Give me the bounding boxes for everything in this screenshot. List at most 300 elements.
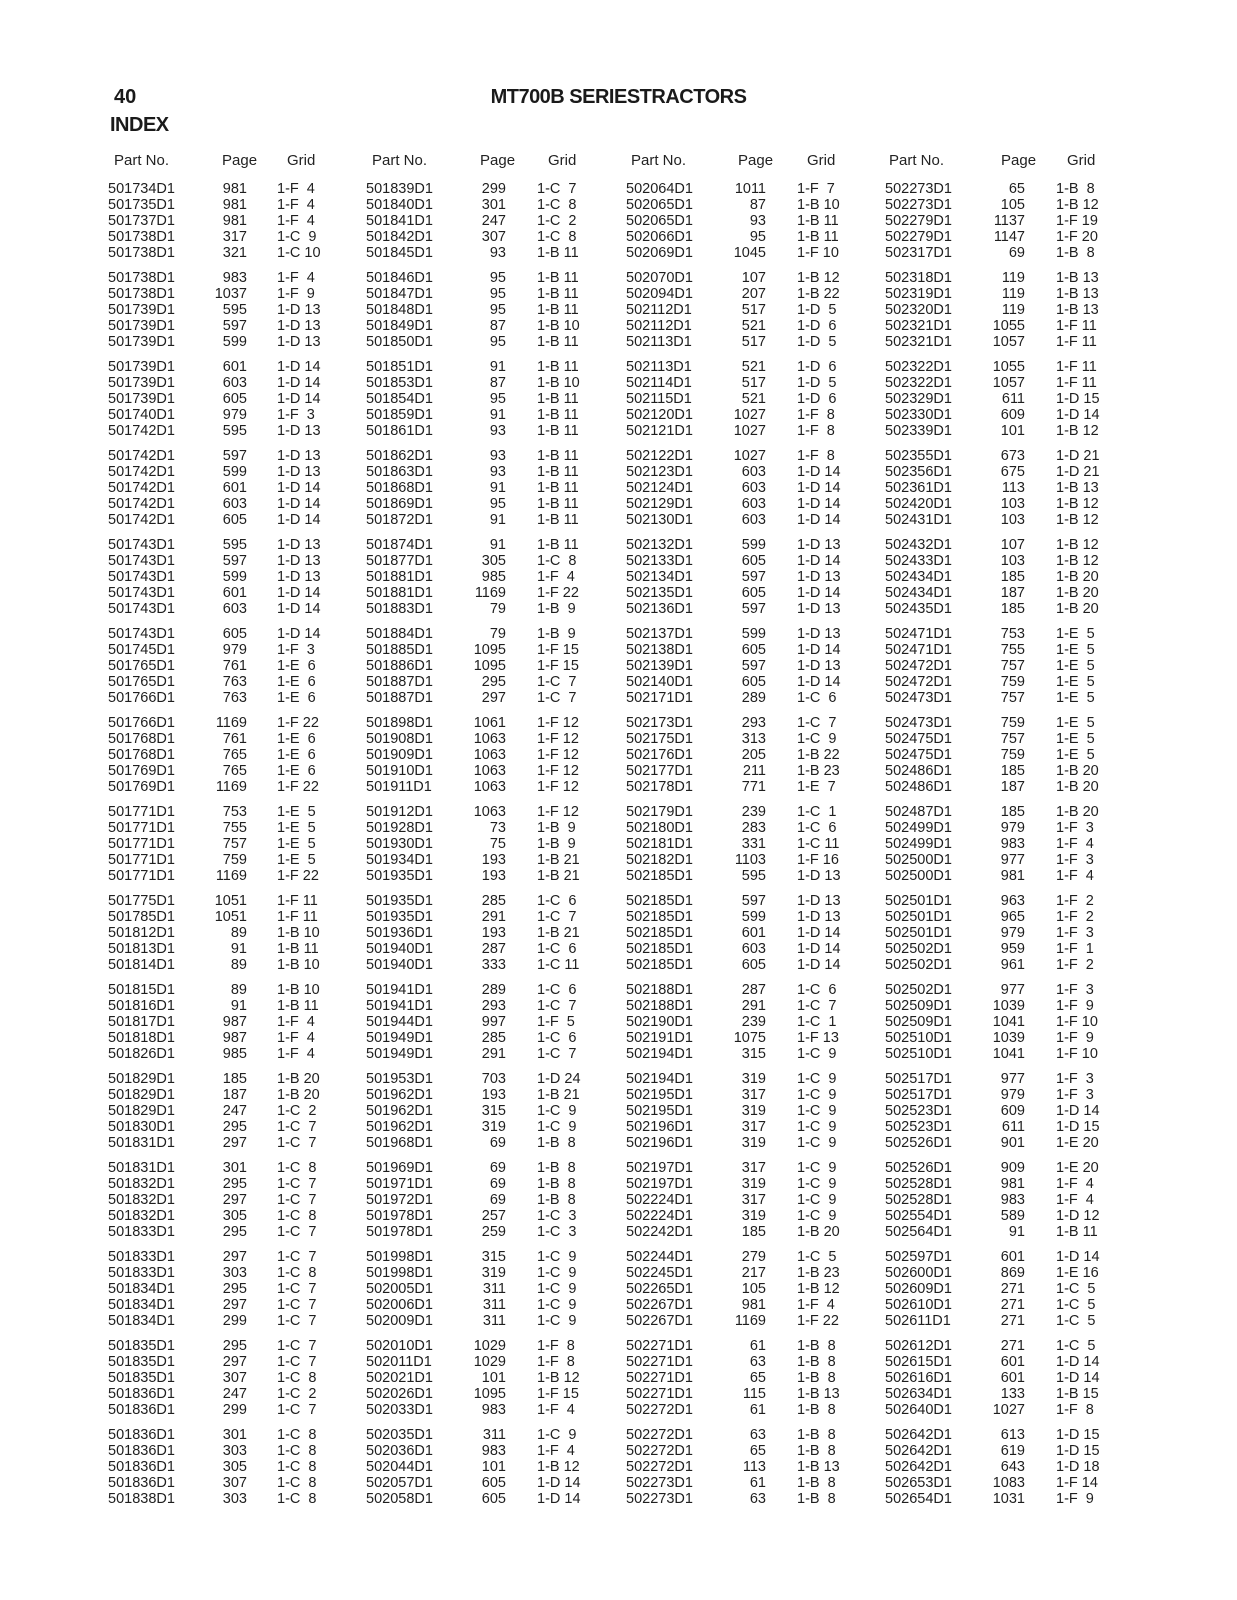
part-number: 502271D1 [626, 1386, 693, 1402]
page-ref: 981 [222, 213, 247, 229]
part-number: 502265D1 [626, 1281, 693, 1297]
page-ref: 103 [1000, 512, 1025, 528]
part-number: 502501D1 [885, 925, 952, 941]
grid-ref: 1-B 8 [797, 1402, 836, 1418]
page-ref: 293 [481, 998, 506, 1014]
grid-ref: 1-B 10 [537, 318, 580, 334]
part-number: 502197D1 [626, 1160, 693, 1176]
grid-ref: 1-B 8 [797, 1475, 836, 1491]
part-number: 502244D1 [626, 1249, 693, 1265]
part-number: 501739D1 [108, 302, 175, 318]
page-ref: 103 [1000, 553, 1025, 569]
part-number: 501738D1 [108, 286, 175, 302]
part-number: 501738D1 [108, 229, 175, 245]
page-ref: 193 [481, 852, 506, 868]
page-ref: 521 [741, 391, 766, 407]
grid-ref: 1-F 8 [797, 423, 835, 439]
grid-ref: 1-B 10 [277, 982, 320, 998]
part-number: 501912D1 [366, 804, 433, 820]
page-ref: 1169 [215, 715, 247, 731]
part-number: 501877D1 [366, 553, 433, 569]
grid-ref: 1-C 9 [537, 1265, 577, 1281]
page-ref: 673 [1000, 448, 1025, 464]
grid-ref: 1-D 14 [277, 496, 321, 512]
part-number: 501835D1 [108, 1370, 175, 1386]
part-number: 502642D1 [885, 1427, 952, 1443]
grid-ref: 1-B 13 [1056, 302, 1099, 318]
page-ref: 981 [222, 197, 247, 213]
grid-ref: 1-F 7 [797, 181, 835, 197]
header-part-no: Part No. [631, 152, 687, 169]
page-ref: 61 [749, 1402, 766, 1418]
grid-ref: 1-C 3 [537, 1208, 577, 1224]
grid-ref: 1-C 2 [277, 1103, 317, 1119]
grid-ref: 1-F 4 [277, 1030, 315, 1046]
part-number: 501836D1 [108, 1386, 175, 1402]
part-number: 502322D1 [885, 375, 952, 391]
part-number: 502112D1 [626, 318, 692, 334]
part-number: 502501D1 [885, 893, 952, 909]
grid-ref: 1-C 9 [797, 1103, 837, 1119]
page-ref: 297 [222, 1192, 247, 1208]
part-number: 502356D1 [885, 464, 952, 480]
page-ref: 91 [489, 480, 506, 496]
grid-ref: 1-F 5 [537, 1014, 575, 1030]
grid-ref: 1-D 13 [277, 553, 321, 569]
grid-ref: 1-B 11 [537, 407, 579, 423]
part-number: 502432D1 [885, 537, 952, 553]
page-ref: 289 [481, 982, 506, 998]
page-ref: 291 [481, 1046, 506, 1062]
part-number: 502499D1 [885, 820, 952, 836]
page-ref: 755 [1000, 642, 1025, 658]
page-ref: 105 [1000, 197, 1025, 213]
part-number: 502612D1 [885, 1338, 952, 1354]
grid-ref: 1-B 9 [537, 601, 576, 617]
page-ref: 761 [222, 658, 247, 674]
grid-ref: 1-C 8 [277, 1491, 317, 1507]
part-number: 502564D1 [885, 1224, 952, 1240]
part-number: 502011D1 [366, 1354, 432, 1370]
grid-ref: 1-B 12 [537, 1370, 580, 1386]
part-number: 501743D1 [108, 537, 175, 553]
page-ref: 297 [481, 690, 506, 706]
part-number: 502318D1 [885, 270, 952, 286]
header-page: Page [222, 152, 258, 169]
grid-ref: 1-C 9 [797, 1135, 837, 1151]
grid-ref: 1-C 7 [537, 909, 577, 925]
page-ref: 1063 [473, 747, 506, 763]
grid-ref: 1-C 7 [277, 1281, 317, 1297]
grid-ref: 1-F 3 [277, 407, 315, 423]
page-ref: 1063 [473, 731, 506, 747]
grid-ref: 1-D 13 [277, 302, 321, 318]
part-number: 501766D1 [108, 715, 175, 731]
part-number: 502175D1 [626, 731, 693, 747]
grid-ref: 1-F 3 [1056, 1087, 1094, 1103]
part-number: 502329D1 [885, 391, 952, 407]
page-ref: 599 [741, 537, 766, 553]
page-ref: 313 [741, 731, 766, 747]
page-ref: 91 [489, 407, 506, 423]
part-number: 501834D1 [108, 1313, 175, 1329]
page-ref: 69 [489, 1176, 506, 1192]
part-number: 501742D1 [108, 464, 175, 480]
grid-ref: 1-C 9 [537, 1313, 577, 1329]
grid-ref: 1-B 8 [797, 1354, 836, 1370]
part-number: 501766D1 [108, 690, 175, 706]
part-number: 501968D1 [366, 1135, 433, 1151]
header-part-no: Part No. [114, 152, 170, 169]
grid-ref: 1-D 13 [277, 448, 321, 464]
grid-ref: 1-F 4 [1056, 836, 1094, 852]
page-ref: 611 [1001, 1119, 1025, 1135]
page-ref: 1011 [734, 181, 766, 197]
grid-ref: 1-B 13 [1056, 286, 1099, 302]
grid-ref: 1-D 13 [277, 464, 321, 480]
page-ref: 297 [222, 1297, 247, 1313]
grid-ref: 1-B 11 [537, 537, 579, 553]
page-ref: 93 [749, 213, 766, 229]
grid-ref: 1-D 12 [1056, 1208, 1100, 1224]
grid-ref: 1-D 14 [797, 642, 841, 658]
page-ref: 595 [222, 423, 247, 439]
part-number: 501743D1 [108, 626, 175, 642]
page-ref: 207 [741, 286, 766, 302]
page-ref: 599 [741, 909, 766, 925]
part-number: 501771D1 [108, 836, 175, 852]
page-ref: 985 [222, 1046, 247, 1062]
page-ref: 79 [489, 626, 506, 642]
page-ref: 119 [1001, 270, 1025, 286]
page-ref: 301 [481, 197, 506, 213]
page-ref: 765 [222, 747, 247, 763]
grid-ref: 1-D 14 [277, 601, 321, 617]
part-number: 502124D1 [626, 480, 693, 496]
grid-ref: 1-D 13 [277, 334, 321, 350]
grid-ref: 1-E 5 [1056, 674, 1095, 690]
part-number: 501978D1 [366, 1208, 433, 1224]
grid-ref: 1-E 16 [1056, 1265, 1099, 1281]
part-number: 501909D1 [366, 747, 433, 763]
grid-ref: 1-B 11 [277, 998, 319, 1014]
part-number: 501962D1 [366, 1103, 433, 1119]
part-number: 502242D1 [626, 1224, 693, 1240]
page-ref: 759 [222, 852, 247, 868]
page-ref: 319 [481, 1119, 506, 1135]
page-ref: 91 [489, 537, 506, 553]
page-ref: 605 [481, 1475, 506, 1491]
grid-ref: 1-B 13 [797, 1459, 840, 1475]
part-number: 502616D1 [885, 1370, 952, 1386]
part-number: 501818D1 [108, 1030, 175, 1046]
grid-ref: 1-C 9 [537, 1119, 577, 1135]
grid-ref: 1-F 12 [537, 779, 579, 795]
page-ref: 1037 [214, 286, 247, 302]
page-ref: 603 [741, 480, 766, 496]
part-number: 502554D1 [885, 1208, 952, 1224]
part-number: 502178D1 [626, 779, 693, 795]
part-number: 502188D1 [626, 982, 693, 998]
part-number: 502597D1 [885, 1249, 952, 1265]
page-ref: 95 [489, 270, 506, 286]
part-number: 502279D1 [885, 213, 952, 229]
part-number: 501771D1 [108, 868, 175, 884]
grid-ref: 1-D 18 [1056, 1459, 1100, 1475]
grid-ref: 1-B 8 [1056, 245, 1095, 261]
page-ref: 295 [222, 1224, 247, 1240]
grid-ref: 1-B 11 [537, 423, 579, 439]
grid-ref: 1-B 12 [1056, 197, 1099, 213]
page-ref: 983 [481, 1402, 506, 1418]
grid-ref: 1-D 5 [797, 302, 837, 318]
page-ref: 757 [222, 836, 247, 852]
grid-ref: 1-B 8 [797, 1443, 836, 1459]
part-number: 502487D1 [885, 804, 952, 820]
page-ref: 95 [489, 391, 506, 407]
part-number: 501769D1 [108, 763, 175, 779]
grid-ref: 1-D 14 [797, 496, 841, 512]
grid-ref: 1-F 4 [277, 1014, 315, 1030]
grid-ref: 1-F 8 [797, 407, 835, 423]
grid-ref: 1-D 14 [797, 480, 841, 496]
grid-ref: 1-F 11 [277, 909, 318, 925]
grid-ref: 1-D 14 [277, 480, 321, 496]
grid-ref: 1-C 9 [797, 1046, 837, 1062]
page-ref: 315 [741, 1046, 766, 1062]
page-ref: 317 [222, 229, 247, 245]
page-ref: 753 [222, 804, 247, 820]
part-number: 502026D1 [366, 1386, 433, 1402]
grid-ref: 1-B 12 [1056, 512, 1099, 528]
page-ref: 185 [741, 1224, 766, 1240]
part-number: 502136D1 [626, 601, 693, 617]
part-number: 501836D1 [108, 1443, 175, 1459]
page-ref: 61 [749, 1475, 766, 1491]
part-number: 501826D1 [108, 1046, 175, 1062]
grid-ref: 1-B 11 [537, 359, 579, 375]
page-ref: 271 [1000, 1338, 1025, 1354]
part-number: 501885D1 [366, 642, 433, 658]
part-number: 502185D1 [626, 909, 693, 925]
part-number: 502321D1 [885, 318, 952, 334]
page-ref: 603 [222, 496, 247, 512]
page-ref: 69 [489, 1135, 506, 1151]
page-ref: 205 [741, 747, 766, 763]
page-ref: 603 [222, 375, 247, 391]
grid-ref: 1-F 4 [1056, 1176, 1094, 1192]
grid-ref: 1-C 1 [797, 1014, 837, 1030]
grid-ref: 1-B 8 [797, 1427, 836, 1443]
grid-ref: 1-D 13 [277, 423, 321, 439]
page-ref: 759 [1000, 715, 1025, 731]
grid-ref: 1-C 9 [797, 1208, 837, 1224]
grid-ref: 1-B 12 [1056, 553, 1099, 569]
grid-ref: 1-C 11 [797, 836, 840, 852]
part-number: 501934D1 [366, 852, 433, 868]
grid-ref: 1-C 7 [277, 1354, 317, 1370]
part-number: 502035D1 [366, 1427, 433, 1443]
page-ref: 605 [741, 585, 766, 601]
grid-ref: 1-F 2 [1056, 909, 1094, 925]
part-number: 501846D1 [366, 270, 433, 286]
grid-ref: 1-C 6 [537, 982, 577, 998]
page-ref: 317 [741, 1192, 766, 1208]
part-number: 502434D1 [885, 569, 952, 585]
grid-ref: 1-E 5 [277, 804, 316, 820]
page-ref: 295 [222, 1281, 247, 1297]
part-number: 502609D1 [885, 1281, 952, 1297]
page-ref: 95 [489, 496, 506, 512]
part-number: 502319D1 [885, 286, 952, 302]
part-number: 501742D1 [108, 423, 175, 439]
page-ref: 909 [1000, 1160, 1025, 1176]
part-number: 501739D1 [108, 359, 175, 375]
part-number: 501841D1 [366, 213, 433, 229]
part-number: 501812D1 [108, 925, 175, 941]
page-ref: 985 [481, 569, 506, 585]
page-ref: 93 [489, 464, 506, 480]
part-number: 501775D1 [108, 893, 175, 909]
grid-ref: 1-F 9 [277, 286, 315, 302]
page-ref: 79 [489, 601, 506, 617]
grid-ref: 1-B 12 [537, 1459, 580, 1475]
grid-ref: 1-F 8 [537, 1338, 575, 1354]
part-number: 502634D1 [885, 1386, 952, 1402]
grid-ref: 1-B 10 [277, 957, 320, 973]
part-number: 502517D1 [885, 1087, 952, 1103]
page-ref: 965 [1000, 909, 1025, 925]
grid-ref: 1-D 14 [1056, 1103, 1100, 1119]
part-number: 501768D1 [108, 747, 175, 763]
page-ref: 605 [741, 674, 766, 690]
grid-ref: 1-F 12 [537, 804, 579, 820]
page-ref: 103 [1000, 496, 1025, 512]
part-number: 502010D1 [366, 1338, 433, 1354]
grid-ref: 1-C 7 [797, 998, 837, 1014]
part-number: 502135D1 [626, 585, 693, 601]
part-number: 501829D1 [108, 1103, 175, 1119]
grid-ref: 1-C 8 [277, 1459, 317, 1475]
grid-ref: 1-B 11 [537, 464, 579, 480]
page-ref: 65 [1008, 181, 1025, 197]
grid-ref: 1-D 21 [1056, 448, 1100, 464]
part-number: 501771D1 [108, 804, 175, 820]
grid-ref: 1-B 21 [537, 1087, 580, 1103]
page-ref: 295 [222, 1338, 247, 1354]
grid-ref: 1-D 5 [797, 334, 837, 350]
page-ref: 185 [1000, 569, 1025, 585]
page-ref: 1169 [215, 868, 247, 884]
grid-ref: 1-B 15 [1056, 1386, 1099, 1402]
page-ref: 605 [222, 512, 247, 528]
grid-ref: 1-C 2 [277, 1386, 317, 1402]
page-ref: 603 [741, 464, 766, 480]
grid-ref: 1-C 9 [797, 1192, 837, 1208]
page-ref: 595 [741, 868, 766, 884]
page-ref: 1031 [992, 1491, 1025, 1507]
grid-ref: 1-F 22 [277, 779, 319, 795]
part-number: 501842D1 [366, 229, 433, 245]
part-number: 501887D1 [366, 674, 433, 690]
grid-ref: 1-C 9 [797, 731, 837, 747]
page-ref: 597 [741, 893, 766, 909]
grid-ref: 1-B 11 [537, 512, 579, 528]
part-number: 502510D1 [885, 1030, 952, 1046]
part-number: 501743D1 [108, 553, 175, 569]
part-number: 502517D1 [885, 1071, 952, 1087]
grid-ref: 1-C 8 [277, 1370, 317, 1386]
part-number: 502121D1 [626, 423, 693, 439]
page-ref: 987 [222, 1014, 247, 1030]
part-number: 502006D1 [366, 1297, 433, 1313]
grid-ref: 1-D 14 [797, 941, 841, 957]
page-ref: 293 [741, 715, 766, 731]
grid-ref: 1-C 7 [277, 1135, 317, 1151]
part-number: 501769D1 [108, 779, 175, 795]
grid-ref: 1-B 8 [797, 1338, 836, 1354]
part-number: 501978D1 [366, 1224, 433, 1240]
page-ref: 133 [1000, 1386, 1025, 1402]
page-ref: 95 [489, 286, 506, 302]
part-number: 502420D1 [885, 496, 952, 512]
page-ref: 1063 [473, 779, 506, 795]
part-number: 502273D1 [626, 1491, 693, 1507]
grid-ref: 1-B 21 [537, 852, 580, 868]
part-number: 502185D1 [626, 941, 693, 957]
part-number: 501949D1 [366, 1030, 433, 1046]
grid-ref: 1-C 7 [537, 690, 577, 706]
grid-ref: 1-B 21 [537, 925, 580, 941]
page-ref: 595 [222, 537, 247, 553]
grid-ref: 1-D 24 [537, 1071, 581, 1087]
grid-ref: 1-C 9 [797, 1176, 837, 1192]
part-number: 501953D1 [366, 1071, 433, 1087]
page-ref: 981 [222, 181, 247, 197]
header-page: Page [738, 152, 774, 169]
part-number: 502176D1 [626, 747, 693, 763]
part-number: 502502D1 [885, 982, 952, 998]
grid-ref: 1-C 9 [797, 1071, 837, 1087]
part-number: 502317D1 [885, 245, 952, 261]
grid-ref: 1-F 2 [1056, 893, 1094, 909]
part-number: 501872D1 [366, 512, 433, 528]
page-ref: 979 [222, 642, 247, 658]
header-page: Page [480, 152, 516, 169]
page-ref: 755 [222, 820, 247, 836]
part-number: 501863D1 [366, 464, 433, 480]
grid-ref: 1-C 7 [277, 1297, 317, 1313]
page-ref: 69 [489, 1160, 506, 1176]
part-number: 502273D1 [626, 1475, 693, 1491]
page-ref: 211 [742, 763, 766, 779]
page-ref: 771 [741, 779, 766, 795]
grid-ref: 1-B 20 [1056, 779, 1099, 795]
page-ref: 299 [222, 1402, 247, 1418]
grid-ref: 1-C 5 [797, 1249, 837, 1265]
grid-ref: 1-D 14 [797, 553, 841, 569]
page-ref: 95 [749, 229, 766, 245]
page-ref: 247 [222, 1103, 247, 1119]
part-number: 501881D1 [366, 585, 433, 601]
part-number: 501861D1 [366, 423, 433, 439]
part-number: 502611D1 [885, 1313, 951, 1329]
grid-ref: 1-C 8 [277, 1427, 317, 1443]
page-ref: 959 [1000, 941, 1025, 957]
page-ref: 239 [741, 1014, 766, 1030]
grid-ref: 1-D 6 [797, 318, 837, 334]
part-number: 501832D1 [108, 1192, 175, 1208]
